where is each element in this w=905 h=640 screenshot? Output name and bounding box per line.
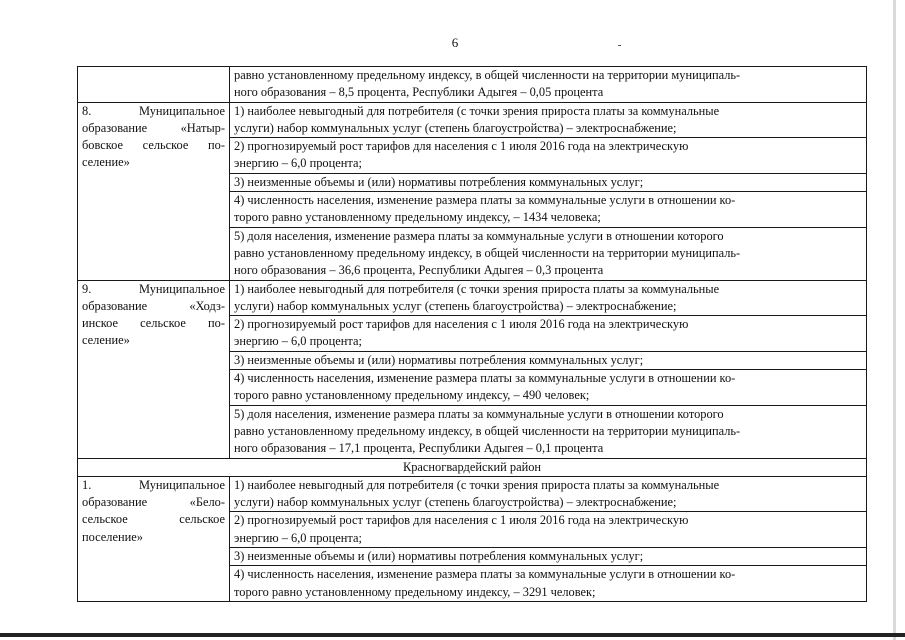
scan-speck (618, 45, 621, 46)
table-row (78, 280, 867, 458)
municipality-name: 1. Муниципальное образование «Бело- сельское сельское поселение» (82, 477, 225, 544)
indicator-item: 2) прогнозируемый рост тарифов для населения с 1 июля 2016 года на электрическую энергию – 6,0 процента; (230, 315, 866, 351)
indicator-item: 2) прогнозируемый рост тарифов для населения с 1 июля 2016 года на электрическую энергию – 6,0 процента; (230, 137, 866, 173)
indicator-item: 1) наиболее невыгодный для потребителя (с точки зрения прироста платы за коммунальные услуги) набор коммунальных услуг (степень благоустройства) – электроснабжение; (234, 281, 720, 313)
scan-edge-bottom (0, 633, 905, 637)
district-header: Красногвардейский район (78, 458, 867, 476)
table-row-continuation (78, 67, 867, 103)
indicator-item: 5) доля населения, изменение размера платы за коммунальные услуги в отношении которого равно установленному предельному индексу, в общей численности на территории муниципаль- ного образования – 17,1 процента, Республики Адыгея – 0,1 процента (230, 405, 866, 458)
table-row (78, 476, 867, 601)
municipality-cell (78, 102, 230, 280)
indicator-item: 3) неизменные объемы и (или) нормативы потребления коммунальных услуг; (230, 351, 866, 369)
scan-edge-right (893, 0, 896, 640)
indicator-item: 3) неизменные объемы и (или) нормативы потребления коммунальных услуг; (230, 547, 866, 565)
indicator-item: 1) наиболее невыгодный для потребителя (с точки зрения прироста платы за коммунальные услуги) набор коммунальных услуг (степень благоустройства) – электроснабжение; (234, 477, 720, 510)
indicator-item: 1) наиболее невыгодный для потребителя (с точки зрения прироста платы за коммунальные услуги) набор коммунальных услуг (степень благоустройства) – электроснабжение; (234, 103, 720, 135)
indicators-cell (230, 476, 867, 601)
municipality-name: 8. Муниципальное образование «Натыр- бовское сельское по- селение» (82, 103, 225, 170)
continuation-text: равно установленному предельному индексу, в общей численности на территории муниципаль- ного образования – 8,5 процента, Республики Адыгея – 0,05 процента (234, 68, 741, 100)
table-row (78, 102, 867, 280)
district-header-row (78, 458, 867, 476)
municipality-cell (78, 280, 230, 458)
indicator-item: 3) неизменные объемы и (или) нормативы потребления коммунальных услуг; (230, 173, 866, 191)
indicators-cell (230, 280, 867, 458)
indicator-item: 5) доля населения, изменение размера платы за коммунальные услуги в отношении которого равно установленному предельному индексу, в общей численности на территории муниципаль- ного образования – 36,6 процента, Республики Адыгея – 0,3 процента (230, 227, 866, 280)
page-number: 6 (451, 35, 459, 50)
municipality-cell (78, 476, 230, 601)
indicator-item: 4) численность населения, изменение размера платы за коммунальные услуги в отношении ко- торого равно установленному предельному индексу, – 3291 человек; (230, 565, 866, 601)
tariff-table (77, 66, 867, 602)
indicator-item: 2) прогнозируемый рост тарифов для населения с 1 июля 2016 года на электрическую энергию – 6,0 процента; (230, 511, 866, 547)
indicator-item: 4) численность населения, изменение размера платы за коммунальные услуги в отношении ко- торого равно установленному предельному индексу, – 1434 человека; (230, 191, 866, 227)
indicators-cell (230, 102, 867, 280)
municipality-cell-empty (78, 67, 230, 103)
indicators-cell (230, 67, 867, 103)
municipality-name: 9. Муниципальное образование «Ходз- инское сельское по- селение» (82, 281, 225, 348)
indicator-item: 4) численность населения, изменение размера платы за коммунальные услуги в отношении ко- торого равно установленному предельному индексу, – 490 человек; (230, 369, 866, 405)
